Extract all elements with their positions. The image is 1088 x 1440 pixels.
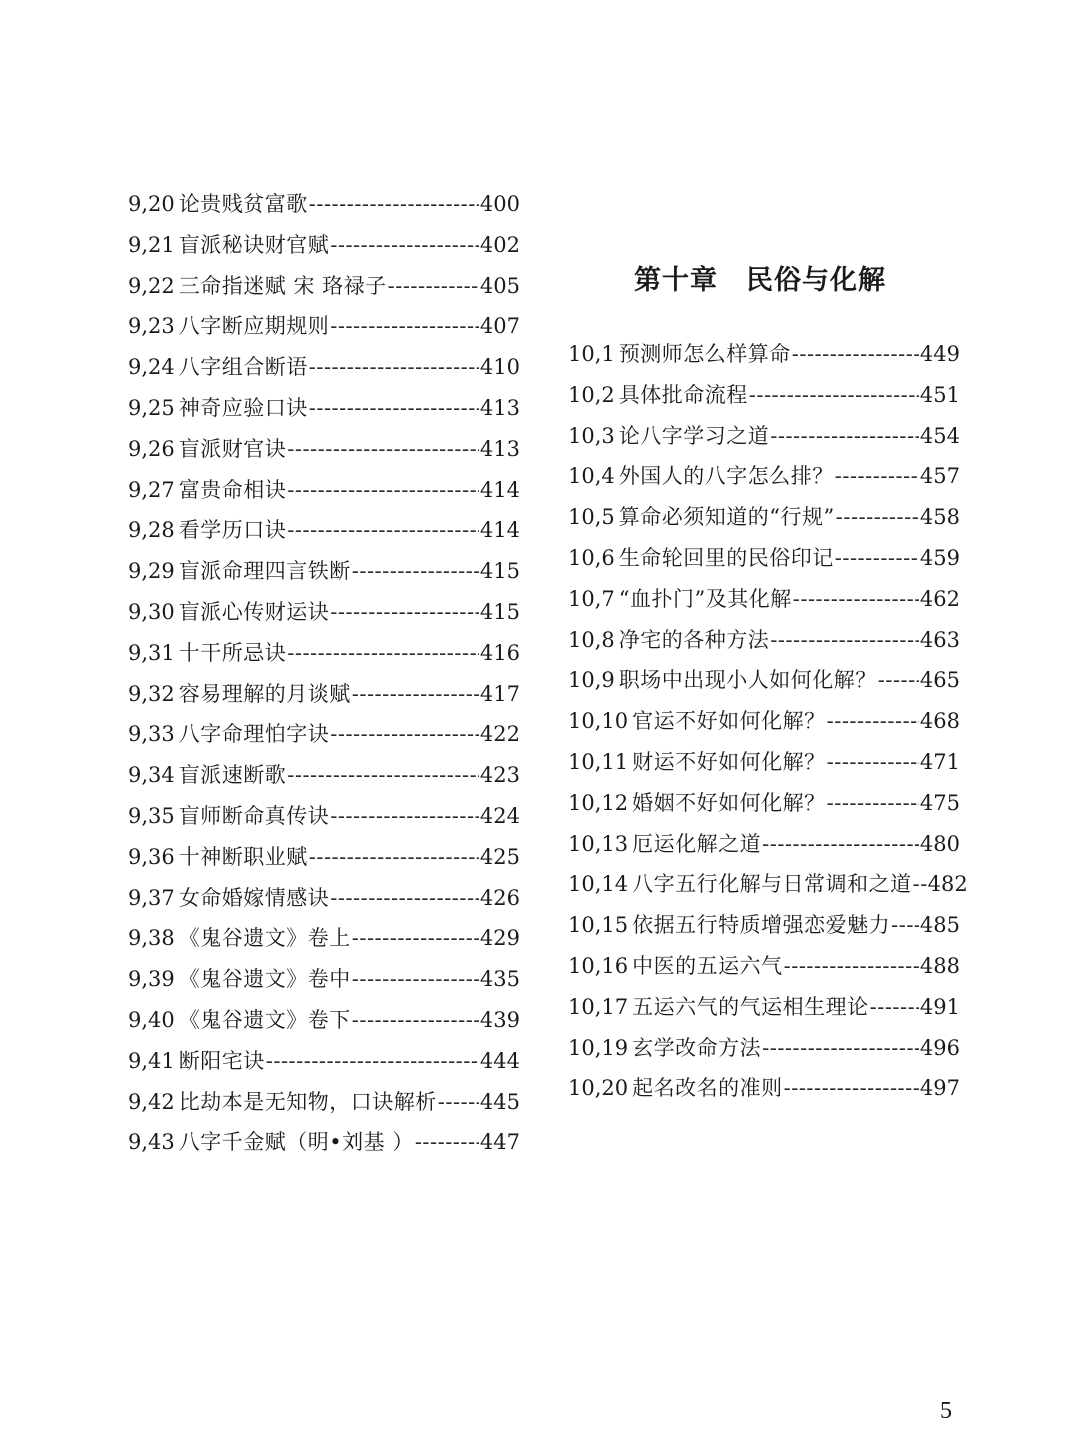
toc-entry-page: 444 xyxy=(479,1048,520,1073)
toc-entry-number: 10,11 xyxy=(568,749,629,774)
toc-entry-title: 算命必须知道的“行规” xyxy=(618,505,835,530)
toc-leader xyxy=(287,510,479,551)
toc-entry-number: 10,12 xyxy=(568,790,629,815)
toc-entry-number: 9,30 xyxy=(128,599,175,624)
toc-entry-page: 414 xyxy=(479,477,520,502)
toc-entry-title: 《鬼谷遗文》卷上 xyxy=(178,926,351,951)
toc-entry xyxy=(128,755,520,796)
toc-leader xyxy=(352,959,479,1000)
toc-entry-title: 职场中出现小人如何化解？ xyxy=(618,668,877,693)
toc-entry-title: 看学历口诀 xyxy=(178,518,287,543)
toc-entry-page: 410 xyxy=(479,355,520,380)
toc-entry-title: 八字五行化解与日常调和之道 xyxy=(632,872,912,897)
toc-entry-title: 神奇应验口诀 xyxy=(178,395,308,420)
toc-leader xyxy=(352,551,479,592)
toc-entry-title: 富贵命相诀 xyxy=(178,477,287,502)
toc-entry-number: 9,28 xyxy=(128,518,175,543)
toc-leader xyxy=(330,878,479,919)
toc-entry-title: 女命婚嫁情感诀 xyxy=(178,885,330,910)
toc-entry-title: 起名改名的准则 xyxy=(632,1076,783,1101)
toc-entry-title: 《鬼谷遗文》卷下 xyxy=(178,1007,351,1032)
toc-entry-title: 盲派命理四言铁断 xyxy=(178,559,351,584)
toc-leader xyxy=(309,837,479,878)
toc-entry-number: 10,8 xyxy=(568,627,615,652)
toc-leader xyxy=(330,592,479,633)
toc-entry-title: 具体批命流程 xyxy=(618,382,748,407)
toc-entry-title: 玄学改命方法 xyxy=(632,1035,762,1060)
toc-leader xyxy=(878,660,919,701)
toc-entry-number: 10,14 xyxy=(568,872,629,897)
toc-entry xyxy=(128,878,520,919)
toc-entry-number: 10,17 xyxy=(568,994,629,1019)
toc-entry xyxy=(568,456,960,497)
toc-entry-title: 八字千金赋（明•刘基 ） xyxy=(178,1130,414,1155)
toc-entry-title: 厄运化解之道 xyxy=(632,831,762,856)
toc-entry-title: 论八字学习之道 xyxy=(618,423,770,448)
toc-entry-number: 9,40 xyxy=(128,1007,175,1032)
toc-entry-page: 422 xyxy=(479,722,520,747)
toc-entry xyxy=(568,742,960,783)
toc-entry-number: 10,16 xyxy=(568,953,629,978)
toc-entry xyxy=(568,620,960,661)
toc-entry xyxy=(128,470,520,511)
toc-entry-page: 488 xyxy=(919,953,960,978)
toc-entry-page: 413 xyxy=(479,395,520,420)
toc-entry xyxy=(128,674,520,715)
toc-entry-number: 10,20 xyxy=(568,1076,629,1101)
toc-leader xyxy=(287,429,479,470)
toc-entry-title: 八字断应期规则 xyxy=(178,314,330,339)
toc-leader xyxy=(836,497,919,538)
toc-entry xyxy=(128,225,520,266)
toc-entry-page: 435 xyxy=(479,967,520,992)
toc-entry xyxy=(128,1041,520,1082)
toc-entry xyxy=(128,306,520,347)
toc-entry-page: 425 xyxy=(479,844,520,869)
toc-entry-title: 盲派财官诀 xyxy=(178,436,287,461)
toc-entry-page: 491 xyxy=(919,994,960,1019)
toc-leader xyxy=(762,824,919,865)
toc-entry-title: 八字命理怕字诀 xyxy=(178,722,330,747)
toc-entry-page: 400 xyxy=(479,192,520,216)
toc-entry-number: 9,35 xyxy=(128,803,175,828)
toc-leader xyxy=(827,783,919,824)
toc-entry-title: “血扑门”及其化解 xyxy=(618,586,792,611)
toc-leader xyxy=(287,470,479,511)
toc-entry xyxy=(128,796,520,837)
toc-entry-page: 439 xyxy=(479,1007,520,1032)
toc-entry-number: 9,43 xyxy=(128,1130,175,1155)
toc-entry xyxy=(568,1028,960,1069)
toc-leader xyxy=(330,306,479,347)
toc-leader xyxy=(827,742,919,783)
toc-entry-number: 9,37 xyxy=(128,885,175,910)
toc-entry-number: 9,42 xyxy=(128,1089,175,1114)
toc-leader xyxy=(287,633,479,674)
toc-entry-number: 10,6 xyxy=(568,545,615,570)
toc-leader xyxy=(913,864,927,905)
toc-entry-page: 496 xyxy=(919,1035,960,1060)
toc-leader xyxy=(793,579,919,620)
toc-entry-page: 402 xyxy=(479,232,520,257)
toc-entry-page: 405 xyxy=(479,273,520,298)
toc-entry-number: 9,39 xyxy=(128,967,175,992)
toc-entry-number: 9,32 xyxy=(128,681,175,706)
chapter-heading: 第十章 民俗与化解 xyxy=(634,265,886,296)
toc-entry-title: 五运六气的气运相生理论 xyxy=(632,994,869,1019)
toc-entry-title: 官运不好如何化解？ xyxy=(632,709,826,734)
toc-entry xyxy=(568,579,960,620)
toc-entry-page: 415 xyxy=(479,559,520,584)
toc-entry-page: 459 xyxy=(919,545,960,570)
toc-leader xyxy=(438,1082,479,1123)
toc-entry xyxy=(128,266,520,307)
toc-entry-page: 429 xyxy=(479,926,520,951)
toc-entry-number: 9,25 xyxy=(128,395,175,420)
toc-entry-page: 423 xyxy=(479,763,520,788)
toc-entry-page: 451 xyxy=(919,382,960,407)
toc-entry-page: 485 xyxy=(919,913,960,938)
toc-entry-page: 471 xyxy=(919,749,960,774)
toc-leader xyxy=(287,755,479,796)
toc-entry xyxy=(128,1000,520,1041)
toc-entry xyxy=(128,633,520,674)
toc-entry-page: 407 xyxy=(479,314,520,339)
toc-entry xyxy=(568,375,960,416)
toc-entry xyxy=(568,1068,960,1109)
toc-entry xyxy=(128,184,520,225)
toc-entry-title: 财运不好如何化解？ xyxy=(632,749,826,774)
toc-entry xyxy=(128,347,520,388)
toc-leader xyxy=(352,918,479,959)
toc-leader xyxy=(827,701,919,742)
toc-entry xyxy=(128,837,520,878)
toc-entry-number: 10,5 xyxy=(568,505,615,530)
toc-entry-number: 10,19 xyxy=(568,1035,629,1060)
toc-entry-title: 外国人的八字怎么排？ xyxy=(618,464,834,489)
toc-entry xyxy=(128,388,520,429)
toc-entry-title: 盲派速断歌 xyxy=(178,763,287,788)
toc-entry xyxy=(128,959,520,1000)
toc-entry xyxy=(568,497,960,538)
toc-entry-page: 465 xyxy=(919,668,960,693)
toc-entry-title: 盲师断命真传诀 xyxy=(178,803,330,828)
toc-entry-title: 《鬼谷遗文》卷中 xyxy=(178,967,351,992)
toc-entry xyxy=(128,429,520,470)
toc-entry-page: 424 xyxy=(479,803,520,828)
toc-leader xyxy=(352,1000,479,1041)
toc-entry-title: 盲派秘诀财官赋 xyxy=(178,232,330,257)
toc-entry xyxy=(568,783,960,824)
toc-entry-title: 论贵贱贫富歌 xyxy=(178,192,308,216)
toc-leader xyxy=(792,334,919,375)
toc-entry-number: 9,20 xyxy=(128,192,175,216)
toc-entry xyxy=(568,946,960,987)
toc-entry-page: 449 xyxy=(919,342,960,366)
toc-leader xyxy=(891,905,919,946)
toc-entry xyxy=(568,334,960,375)
toc-entry xyxy=(128,918,520,959)
toc-entry-number: 9,24 xyxy=(128,355,175,380)
toc-entry-number: 10,4 xyxy=(568,464,615,489)
toc-leader xyxy=(870,987,919,1028)
toc-entry xyxy=(568,987,960,1028)
toc-entry-number: 9,34 xyxy=(128,763,175,788)
toc-entry-title: 十神断职业赋 xyxy=(178,844,308,869)
toc-entry-number: 9,22 xyxy=(128,273,175,298)
toc-entry-page: 480 xyxy=(919,831,960,856)
toc-entry-title: 盲派心传财运诀 xyxy=(178,599,330,624)
toc-entry-page: 416 xyxy=(479,640,520,665)
toc-entry-number: 10,7 xyxy=(568,586,615,611)
toc-leader xyxy=(309,388,479,429)
toc-entry xyxy=(128,1082,520,1123)
toc-entry xyxy=(568,864,968,905)
toc-entry-title: 断阳宅诀 xyxy=(178,1048,265,1073)
toc-leader xyxy=(770,416,919,457)
toc-entry-page: 463 xyxy=(919,627,960,652)
toc-leader xyxy=(784,946,919,987)
toc-entry-page: 482 xyxy=(927,872,968,897)
toc-leader xyxy=(784,1068,919,1109)
toc-leader xyxy=(762,1028,919,1069)
toc-leader xyxy=(352,674,479,715)
toc-leader xyxy=(835,538,919,579)
toc-entry xyxy=(128,510,520,551)
toc-entry-number: 9,21 xyxy=(128,232,175,257)
toc-entry-number: 10,2 xyxy=(568,382,615,407)
toc-entry-title: 比劫本是无知物，口诀解析 xyxy=(178,1089,437,1114)
toc-right-column xyxy=(568,334,968,1109)
toc-entry-page: 414 xyxy=(479,518,520,543)
toc-entry xyxy=(568,416,960,457)
toc-leader xyxy=(309,184,479,225)
toc-entry-page: 462 xyxy=(919,586,960,611)
toc-entry-page: 497 xyxy=(919,1076,960,1101)
toc-entry-page: 426 xyxy=(479,885,520,910)
toc-entry xyxy=(568,538,960,579)
toc-entry-page: 475 xyxy=(919,790,960,815)
toc-entry-number: 10,15 xyxy=(568,913,629,938)
toc-leader xyxy=(330,796,479,837)
toc-entry xyxy=(568,905,960,946)
toc-entry-number: 9,36 xyxy=(128,844,175,869)
toc-entry-page: 445 xyxy=(479,1089,520,1114)
toc-entry-number: 10,9 xyxy=(568,668,615,693)
toc-entry-page: 415 xyxy=(479,599,520,624)
toc-leader xyxy=(835,456,919,497)
toc-entry-page: 447 xyxy=(479,1130,520,1155)
toc-entry-page: 413 xyxy=(479,436,520,461)
toc-entry xyxy=(128,592,520,633)
toc-entry-number: 9,23 xyxy=(128,314,175,339)
toc-leader xyxy=(309,347,479,388)
toc-entry-number: 9,27 xyxy=(128,477,175,502)
toc-entry-title: 生命轮回里的民俗印记 xyxy=(618,545,834,570)
toc-leader xyxy=(749,375,919,416)
toc-leader xyxy=(330,225,479,266)
toc-entry-page: 458 xyxy=(919,505,960,530)
toc-leader xyxy=(770,620,919,661)
toc-entry-title: 八字组合断语 xyxy=(178,355,308,380)
toc-entry-title: 容易理解的月谈赋 xyxy=(178,681,351,706)
toc-entry xyxy=(568,701,960,742)
toc-entry-title: 三命指迷赋 宋 珞禄子 xyxy=(178,273,387,298)
toc-entry-number: 10,10 xyxy=(568,709,629,734)
toc-entry-number: 10,3 xyxy=(568,423,615,448)
toc-entry xyxy=(568,824,960,865)
toc-entry-title: 中医的五运六气 xyxy=(632,953,783,978)
toc-entry-title: 十干所忌诀 xyxy=(178,640,287,665)
toc-entry-title: 净宅的各种方法 xyxy=(618,627,770,652)
toc-leader xyxy=(266,1041,479,1082)
toc-entry-number: 10,13 xyxy=(568,831,629,856)
toc-leader xyxy=(415,1122,479,1163)
toc-leader xyxy=(330,714,479,755)
toc-entry-page: 454 xyxy=(919,423,960,448)
toc-entry-page: 468 xyxy=(919,709,960,734)
toc-entry-number: 10,1 xyxy=(568,342,615,366)
toc-entry-title: 婚姻不好如何化解？ xyxy=(632,790,826,815)
toc-entry-title: 预测师怎么样算命 xyxy=(618,342,791,366)
toc-entry-number: 9,26 xyxy=(128,436,175,461)
toc-entry-number: 9,33 xyxy=(128,722,175,747)
toc-entry-number: 9,31 xyxy=(128,640,175,665)
toc-entry xyxy=(128,714,520,755)
page-number: 5 xyxy=(940,1398,952,1424)
toc-entry-number: 9,38 xyxy=(128,926,175,951)
toc-entry-number: 9,29 xyxy=(128,559,175,584)
toc-entry xyxy=(128,551,520,592)
toc-leader xyxy=(388,266,479,307)
toc-left-column xyxy=(128,184,520,1163)
toc-entry-number: 9,41 xyxy=(128,1048,175,1073)
toc-entry xyxy=(128,1122,520,1163)
toc-entry-page: 457 xyxy=(919,464,960,489)
toc-entry-title: 依据五行特质增强恋爱魅力 xyxy=(632,913,891,938)
toc-entry xyxy=(568,660,960,701)
toc-entry-page: 417 xyxy=(479,681,520,706)
